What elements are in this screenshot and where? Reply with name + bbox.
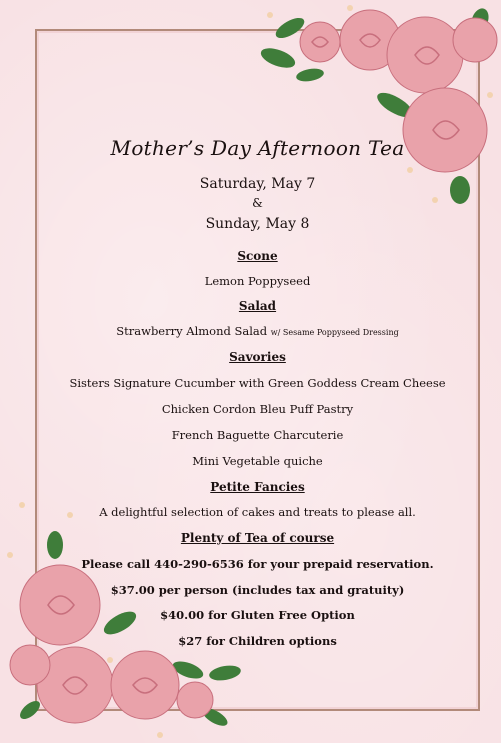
price-per-person: $37.00 per person (includes tax and gratuity) <box>110 583 405 597</box>
price-gluten-free: $40.00 for Gluten Free Option <box>160 608 355 622</box>
scone-item: Lemon Poppyseed <box>204 274 311 288</box>
heading-scone: Scone <box>237 249 278 263</box>
petite-fancies-item: A delightful selection of cakes and treats to please all. <box>99 505 416 519</box>
date-saturday: Saturday, May 7 <box>199 176 316 192</box>
date-ampersand: & <box>252 196 263 210</box>
salad-item <box>35 324 480 338</box>
heading-petite-fancies: Petite Fancies <box>210 480 305 494</box>
date-sunday: Sunday, May 8 <box>205 216 310 232</box>
heading-tea: Plenty of Tea of course <box>180 531 335 545</box>
savories-item: Mini Vegetable quiche <box>192 454 323 468</box>
heading-salad: Salad <box>238 299 277 313</box>
price-children: $27 for Children options <box>178 634 337 648</box>
heading-savories: Savories <box>229 350 286 364</box>
savories-item: French Baguette Charcuterie <box>171 428 344 442</box>
salad-item-name: Strawberry Almond Salad <box>116 324 268 338</box>
reservation-phone: Please call 440-290-6536 for your prepaid reservation. <box>81 557 434 571</box>
salad-item-note: w/ Sesame Poppyseed Dressing <box>270 328 399 337</box>
savories-item: Chicken Cordon Bleu Puff Pastry <box>161 402 354 416</box>
savories-item: Sisters Signature Cucumber with Green Goddess Cream Cheese <box>69 376 446 390</box>
menu-title: Mother’s Day Afternoon Tea <box>110 136 405 160</box>
